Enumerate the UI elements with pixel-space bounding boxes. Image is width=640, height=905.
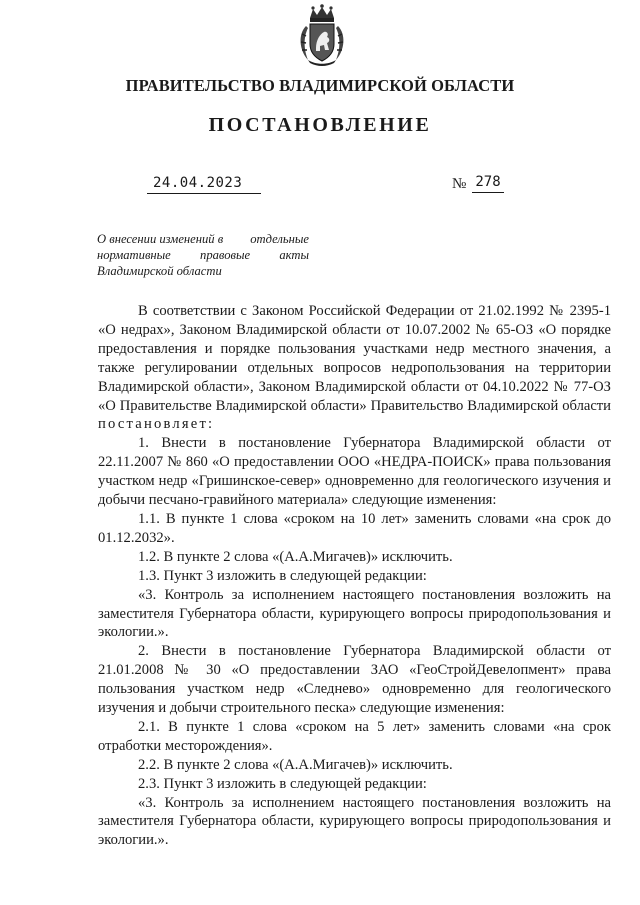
paragraph-1-1: 1.1. В пункте 1 слова «сроком на 10 лет» заменить словами «на срок до 01.12.2032». [98,510,611,546]
subject-word: акты [279,248,309,262]
paragraph-2-3: 2.3. Пункт 3 изложить в следующей редакции: [138,775,427,792]
subject-line [97,247,309,263]
document-number-label: № [452,176,467,192]
preamble-paragraph [98,302,611,434]
paragraph-2-3-text: «3. Контроль за исполнением настоящего постановления возложить на заместителя Губернатора области, курирующего вопросы природопользования и экологии.». [98,794,611,849]
subject-word: нормативные [97,248,171,262]
subject-line: Владимирской области [97,264,222,278]
document-type-title: ПОСТАНОВЛЕНИЕ [208,114,432,136]
subject-word: О внесении изменений в [97,232,224,246]
coat-of-arms-icon [296,4,348,66]
decree-word: постановляет: [98,416,215,433]
paragraph-1-3: 1.3. Пункт 3 изложить в следующей редакции: [138,567,427,584]
paragraph-1-2: 1.2. В пункте 2 слова «(А.А.Мигачев)» исключить. [138,548,453,565]
paragraph-2-1: 2.1. В пункте 1 слова «сроком на 5 лет» заменить словами «на срок отработки месторождения». [98,718,611,754]
government-title: ПРАВИТЕЛЬСТВО ВЛАДИМИРСКОЙ ОБЛАСТИ [125,76,515,95]
document-number: 278 [472,174,504,193]
paragraph-1: 1. Внести в постановление Губернатора Владимирской области от 22.11.2007 № 860 «О предоставлении ООО «НЕДРА-ПОИСК» права пользования участком недр «Гришинское-север» одновременно для геологического изучения и добычи песчано-гравийного материала» следующие изменения: [98,435,611,509]
subject-word: отдельные [250,232,309,246]
paragraph-1-3-text: «3. Контроль за исполнением настоящего постановления возложить на заместителя Губернатора области, курирующего вопросы природопользования и экологии.». [98,586,611,641]
document-date: 24.04.2023 [147,175,261,194]
preamble-text: В соответствии с Законом Российской Федерации от 21.02.1992 № 2395-1 «О недрах», Законом Владимирской области от 10.07.2002 № 65-ОЗ «О порядке предоставления и порядке пользования участками недр местного значения, а также регулировании отдельных вопросов недропользования на территории Владимирской области», Законом Владимирской области от 04.10.2022 № 77-ОЗ «О Правительстве Владимирской области» Правительство Владимирской области [98,303,611,414]
subject-line [97,231,309,247]
subject-word: правовые [200,248,251,262]
document-subject [97,231,309,279]
paragraph-2-2: 2.2. В пункте 2 слова «(А.А.Мигачев)» исключить. [138,756,453,773]
paragraph-2: 2. Внести в постановление Губернатора Владимирской области от 21.01.2008 № 30 «О предоставлении ЗАО «ГеоСтройДевелопмент» права пользования участком недр «Следнево» одновременно для геологического изучения и добычи строительного песка» следующие изменения: [98,643,611,717]
document-body [98,302,611,850]
